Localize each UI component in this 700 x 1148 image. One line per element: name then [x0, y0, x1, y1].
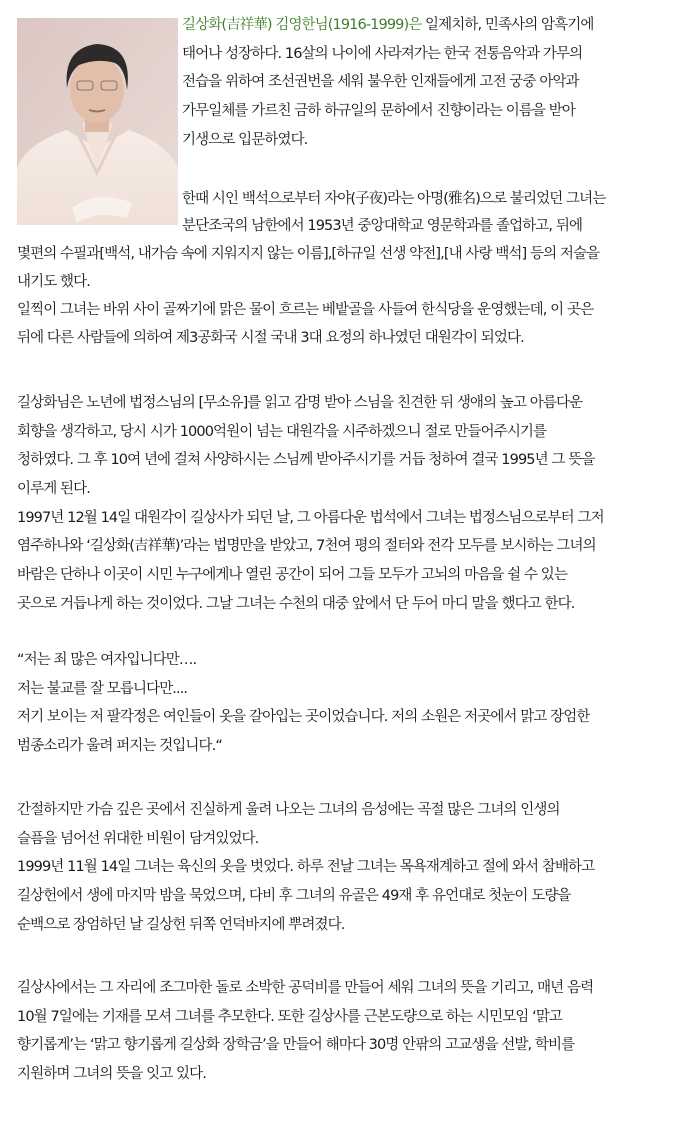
paragraph-line: 길상헌에서 생에 마지막 밤을 묵었으며, 다비 후 그녀의 유골은 49재 후 유언대로 첫눈이 도량을 — [17, 888, 571, 905]
intro-line: 가무일체를 가르친 금하 하규일의 문하에서 진향이라는 이름을 받아 — [182, 103, 575, 120]
paragraph-line: 뒤에 다른 사람들에 의하여 제3공화국 시절 국내 3대 요정의 하나였던 대원각이 되었다. — [17, 330, 524, 346]
paragraph-line: 청하였다. 그 후 10여 년에 걸쳐 사양하시는 스님께 받아주시기를 거듭 청하여 결국 1995년 그 뜻을 — [17, 452, 595, 469]
paragraph-line: 일찍이 그녀는 바위 사이 골짜기에 맑은 물이 흐르는 베밭골을 사들여 한식당을 운영했는데, 이 곳은 — [17, 302, 594, 318]
quote-line: 저기 보이는 저 팔각정은 여인들이 옷을 갈아입는 곳이었습니다. 저의 소원은 저곳에서 맑고 장엄한 — [17, 709, 590, 726]
paragraph-line: 순백으로 장엄하던 날 길상헌 뒤쪽 언덕바지에 뿌려졌다. — [17, 916, 345, 933]
paragraph-line: 길상사에서는 그 자리에 조그마한 돌로 소박한 공덕비를 만들어 세워 그녀의 뜻을 기리고, 매년 음력 — [17, 980, 594, 996]
paragraph-line: 간절하지만 가슴 깊은 곳에서 진실하게 울려 나오는 그녀의 음성에는 곡절 많은 그녀의 인생의 — [17, 802, 560, 818]
paragraph-line: 분단조국의 남한에서 1953년 중앙대학교 영문학과를 졸업하고, 뒤에 — [182, 218, 583, 234]
paragraph-line: 한때 시인 백석으로부터 자야(子夜)라는 아명(雅名)으로 불리었던 그녀는 — [182, 191, 606, 207]
paragraph-line: 바람은 단하나 이곳이 시민 누구에게나 열린 공간이 되어 그들 모두가 고뇌의 마음을 쉴 수 있는 — [17, 567, 567, 584]
paragraph-line: 이루게 된다. — [17, 481, 90, 498]
intro-highlight: 길상화(吉祥華) 김영한님(1916-1999)은 — [182, 17, 422, 33]
intro-line: 기생으로 입문하였다. — [182, 131, 308, 148]
paragraph-line: 10월 7일에는 기재를 모셔 그녀를 추모한다. 또한 길상사를 근본도량으로 하는 시민모임 ‘맑고 — [17, 1008, 563, 1025]
intro-line: 태어나 성장하다. 16살의 나이에 사라져가는 한국 전통음악과 가무의 — [182, 45, 583, 62]
quote-paragraph — [17, 646, 697, 761]
paragraph-5 — [17, 796, 697, 939]
paragraph-3 — [17, 389, 697, 619]
paragraph-2 — [17, 186, 697, 352]
paragraph-line: 지원하며 그녀의 뜻을 잇고 있다. — [17, 1066, 206, 1083]
paragraph-line: 1999년 11월 14일 그녀는 육신의 옷을 벗었다. 하루 전날 그녀는 목욕재계하고 절에 와서 참배하고 — [17, 859, 595, 876]
intro-paragraph — [17, 11, 697, 154]
quote-line: 저는 불교를 잘 모릅니다만.... — [17, 680, 188, 697]
paragraph-line: 길상화님은 노년에 법정스님의 [무소유]를 읽고 감명 받아 스님을 친견한 뒤 생애의 높고 아름다운 — [17, 395, 583, 411]
intro-line: 길상화(吉祥華) 김영한님(1916-1999)은 일제치하, 민족사의 암흑기에 — [182, 17, 594, 33]
paragraph-6 — [17, 974, 697, 1089]
paragraph-line: 슬픔을 넘어선 위대한 비원이 담겨있었다. — [17, 830, 259, 847]
paragraph-line: 몇편의 수필과[백석, 내가슴 속에 지워지지 않는 이름],[하규일 선생 약전],[내 사랑 백석] 등의 저술을 — [17, 246, 600, 262]
paragraph-line: 내기도 했다. — [17, 274, 90, 290]
paragraph-line: 1997년 12월 14일 대원각이 길상사가 되던 날, 그 아름다운 법석에서 그녀는 법정스님으로부터 그저 — [17, 509, 604, 526]
quote-line: “저는 죄 많은 여자입니다만…. — [17, 652, 197, 668]
intro-line: 전습을 위하여 조선권번을 세워 불우한 인재들에게 고전 궁중 아악과 — [182, 74, 579, 91]
quote-line: 범종소리가 울려 퍼지는 것입니다.“ — [17, 738, 222, 755]
paragraph-line: 염주하나와 ‘길상화(吉祥華)’라는 법명만을 받았고, 7천여 평의 절터와 전각 모두를 보시하는 그녀의 — [17, 538, 596, 555]
paragraph-line: 곳으로 거듭나게 하는 것이었다. 그날 그녀는 수천의 대중 앞에서 단 두어 마디 말을 했다고 한다. — [17, 595, 575, 612]
paragraph-line: 향기롭게’는 ‘맑고 향기롭게 길상화 장학금’을 만들어 해마다 30명 안팎의 고교생을 선발, 학비를 — [17, 1037, 575, 1054]
paragraph-line: 회향을 생각하고, 당시 시가 1000억원이 넘는 대원각을 시주하겠으니 절로 만들어주시기를 — [17, 423, 547, 440]
